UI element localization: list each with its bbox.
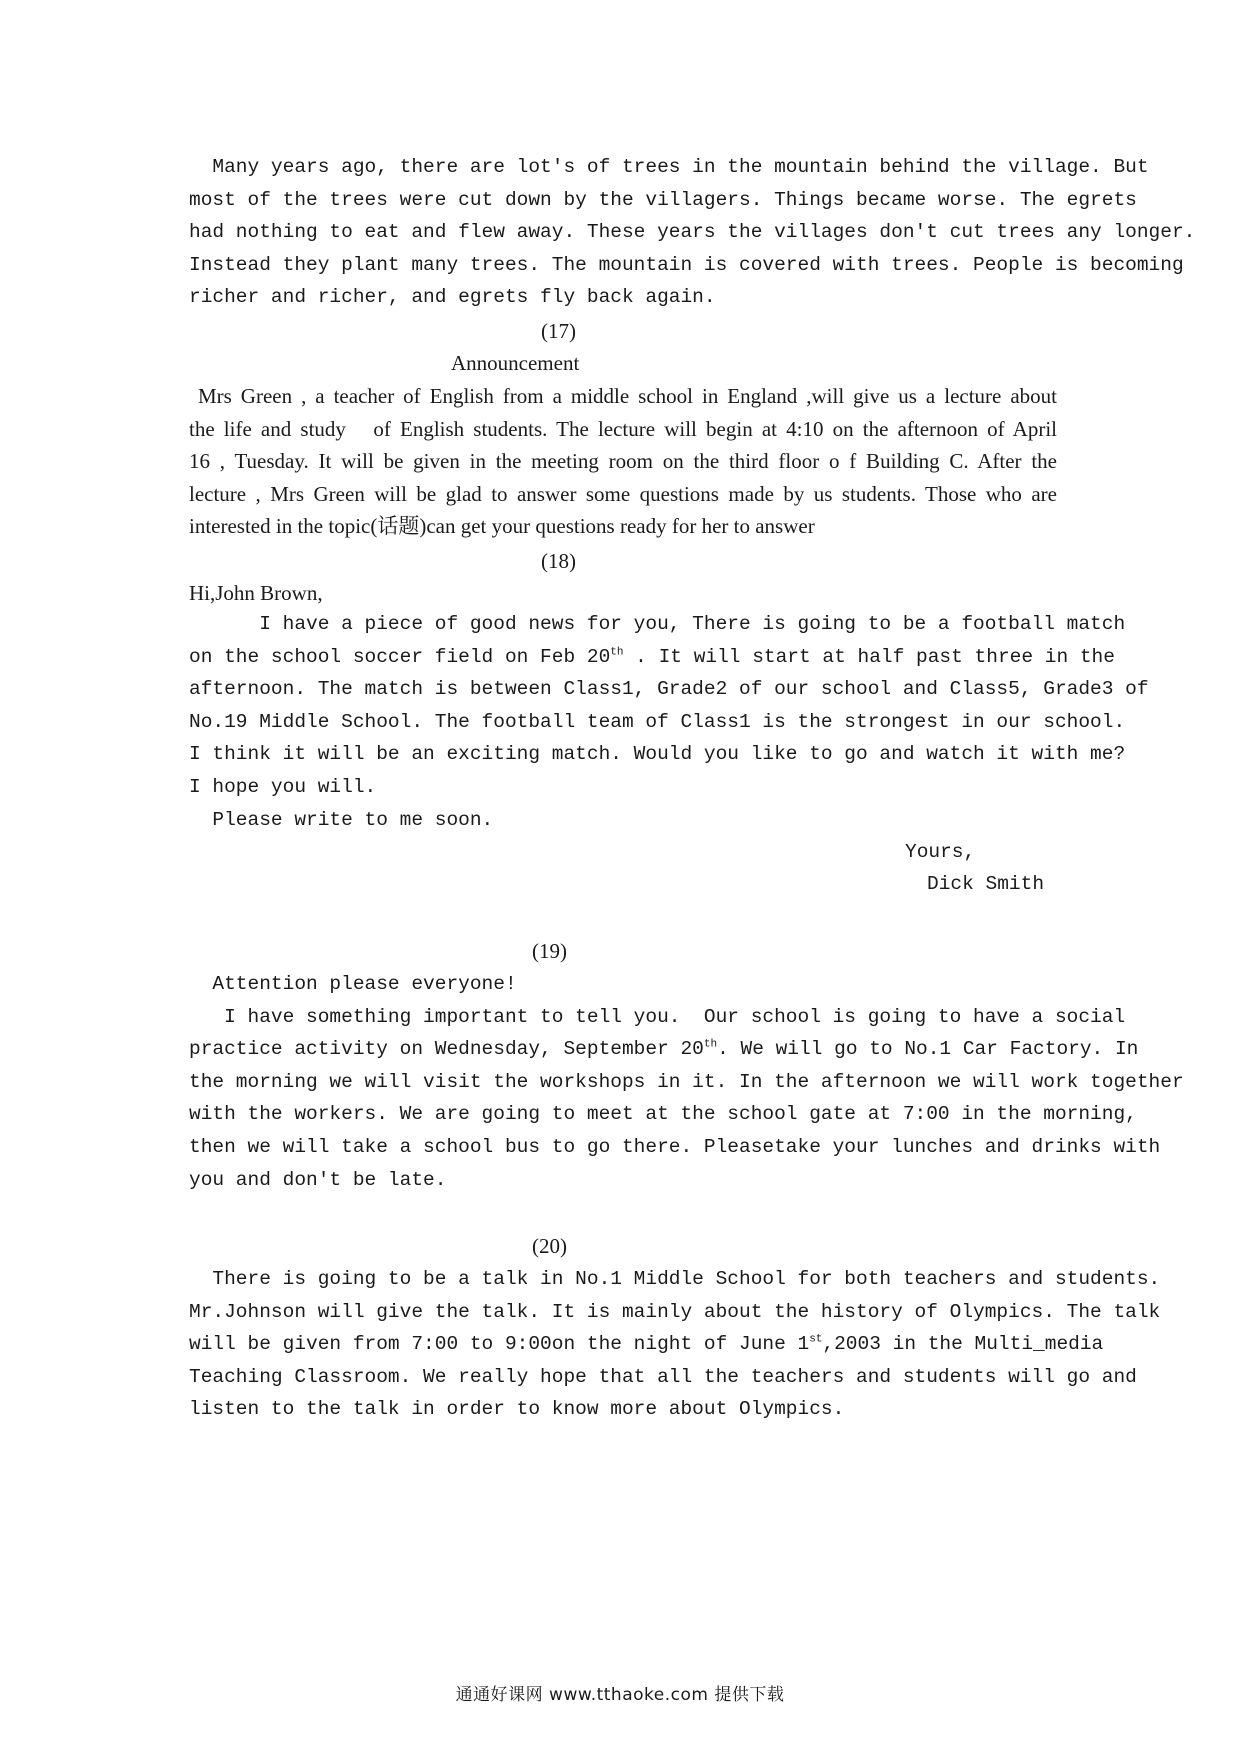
date-text: will be given from 7:00 to 9:00on the night of June 1	[189, 1333, 810, 1356]
passage-19-line: I have something important to tell you. Our school is going to have a social	[189, 1005, 1126, 1028]
ordinal-suffix: st	[809, 1333, 823, 1346]
passage-18-line: I have a piece of good news for you, There is going to be a football match	[189, 613, 1126, 635]
passage-16	[189, 151, 1196, 314]
passage-20-line	[189, 1328, 1104, 1361]
passage-19-line: you and don't be late.	[189, 1168, 447, 1191]
passage-18-line: I hope you will.	[189, 775, 377, 798]
passage-17-line: Mrs Green , a teacher of English from a middle school in England ,will give us a lecture about	[189, 384, 1057, 408]
letter-closing: Yours,	[905, 841, 976, 863]
passage-19-number: (19)	[532, 939, 567, 963]
date-continuation: ,2003 in the Multi_media	[822, 1333, 1104, 1356]
page-footer: 通通好课网 www.tthaoke.com 提供下载	[455, 1685, 785, 1705]
ordinal-suffix: th	[610, 646, 624, 659]
passage-20-line: There is going to be a talk in No.1 Middle School for both teachers and students.	[189, 1268, 1161, 1290]
passage-17-line: 16 , Tuesday. It will be given in the meeting room on the third floor o f Building C. After the	[189, 449, 1057, 474]
date-text: on the school soccer field on Feb 20	[189, 645, 611, 668]
passage-17-title: Announcement	[451, 351, 580, 375]
passage-17-line: lecture , Mrs Green will be glad to answer some questions made by us students. Those who are	[189, 481, 1057, 506]
passage-19-line	[189, 1033, 1139, 1066]
passage-17-line: interested in the topic(话题)can get your questions ready for her to answer	[189, 514, 815, 539]
passage-17-line: the life and study of English students. The lecture will begin at 4:10 on the afternoon of April	[189, 416, 1057, 441]
date-continuation: . We will go to No.1 Car Factory. In	[717, 1038, 1139, 1061]
passage-20-line: listen to the talk in order to know more about Olympics.	[189, 1398, 845, 1421]
passage-18-line: afternoon. The match is between Class1, Grade2 of our school and Class5, Grade3 of	[189, 678, 1149, 701]
ordinal-suffix: th	[703, 1038, 718, 1051]
passage-16-line: most of the trees were cut down by the villagers. Things became worse. The egrets	[189, 188, 1137, 211]
passage-16-line: Instead they plant many trees. The mountain is covered with trees. People is becoming	[189, 253, 1184, 276]
passage-20-line: Teaching Classroom. We really hope that all the teachers and students will go and	[189, 1365, 1137, 1388]
passage-17-number: (17)	[541, 319, 576, 343]
letter-signature: Dick Smith	[927, 873, 1045, 895]
date-continuation: . It will start at half past three in the	[623, 645, 1115, 668]
passage-18-greeting: Hi,John Brown,	[189, 581, 323, 605]
passage-18-line: Please write to me soon.	[189, 808, 494, 831]
passage-18-number: (18)	[541, 549, 576, 573]
passage-16-line: richer and richer, and egrets fly back again.	[189, 286, 716, 309]
passage-19-line: Attention please everyone!	[189, 973, 517, 995]
passage-16-line: Many years ago, there are lot's of trees in the mountain behind the village. But	[189, 156, 1149, 178]
passage-19-line: the morning we will visit the workshops in it. In the afternoon we will work together	[189, 1070, 1184, 1093]
passage-20-line: Mr.Johnson will give the talk. It is mainly about the history of Olympics. The talk	[189, 1300, 1161, 1323]
passage-19-body	[189, 968, 1184, 1196]
date-text: practice activity on Wednesday, September 20	[189, 1038, 704, 1061]
passage-20-body	[189, 1263, 1161, 1426]
passage-17-body	[189, 380, 1057, 543]
passage-20-number: (20)	[532, 1234, 567, 1258]
passage-18-line: No.19 Middle School. The football team of Class1 is the strongest in our school.	[189, 710, 1126, 733]
passage-18-line: I think it will be an exciting match. Would you like to go and watch it with me?	[189, 743, 1126, 766]
passage-19-line: with the workers. We are going to meet at the school gate at 7:00 in the morning,	[189, 1103, 1137, 1126]
passage-18-line	[189, 641, 1115, 674]
passage-18-body	[189, 608, 1149, 836]
passage-19-line: then we will take a school bus to go there. Pleasetake your lunches and drinks with	[189, 1135, 1161, 1158]
passage-16-line: had nothing to eat and flew away. These years the villages don't cut trees any longer.	[189, 221, 1196, 244]
